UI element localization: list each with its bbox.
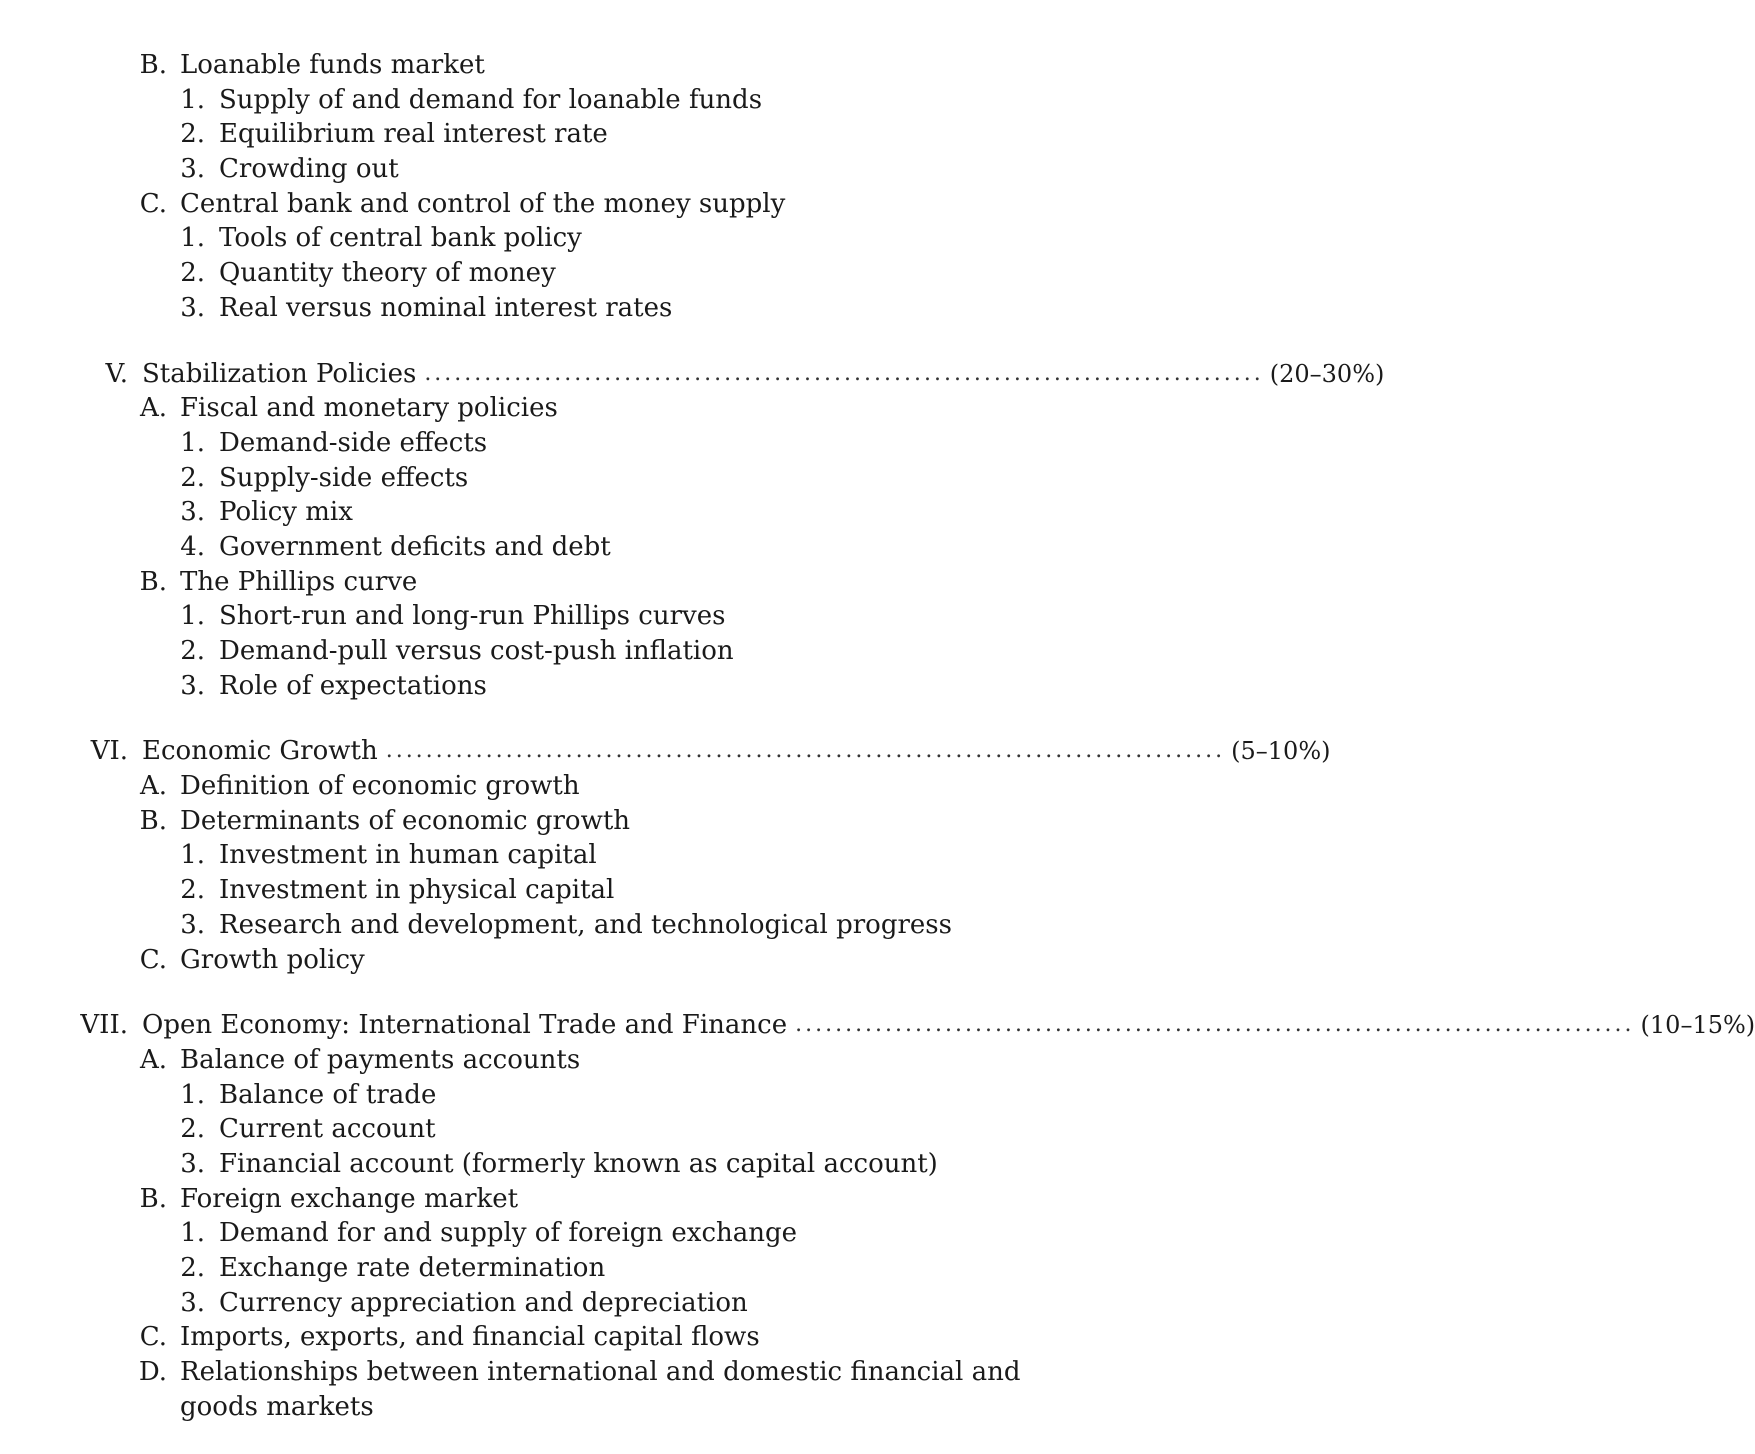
subsection-text: Loanable funds market bbox=[180, 50, 485, 80]
section-title: Stabilization Policies bbox=[142, 358, 417, 389]
item-label: 3. bbox=[180, 292, 205, 323]
section-heading bbox=[0, 734, 1331, 769]
item-row bbox=[0, 1112, 1176, 1147]
item-row bbox=[0, 1216, 1176, 1251]
outline-section-vii bbox=[0, 1008, 1755, 1424]
subsection-row bbox=[0, 1320, 1176, 1355]
subsection-continuation-row bbox=[0, 1390, 1176, 1425]
dot-leader: .................................................................................... bbox=[385, 738, 1226, 764]
section-title-line bbox=[142, 734, 1331, 769]
subsection-row bbox=[0, 1043, 1176, 1078]
section-title: Open Economy: International Trade and Finance bbox=[142, 1010, 788, 1041]
subsection-text: Growth policy bbox=[180, 944, 365, 975]
subsection-label: C. bbox=[139, 188, 167, 219]
item-row bbox=[0, 838, 1176, 873]
section-spacer bbox=[0, 977, 1176, 1008]
item-text: Demand-side effects bbox=[219, 427, 488, 458]
item-label: 1. bbox=[180, 840, 205, 871]
section-numeral: V. bbox=[105, 358, 128, 389]
section-title: Economic Growth bbox=[142, 736, 378, 767]
item-row bbox=[0, 426, 1176, 461]
item-row bbox=[0, 1286, 1176, 1321]
subsection-row bbox=[0, 1355, 1176, 1390]
subsection-text: Foreign exchange market bbox=[180, 1183, 519, 1214]
item-text: Investment in physical capital bbox=[219, 875, 615, 906]
subsection-label: A. bbox=[139, 1044, 167, 1075]
item-label: 2. bbox=[180, 258, 205, 289]
section-title-line bbox=[142, 1008, 1755, 1043]
subsection-text: Imports, exports, and financial capital flows bbox=[180, 1322, 760, 1353]
subsection-label: C. bbox=[139, 944, 167, 975]
course-outline bbox=[0, 48, 1755, 1424]
section-heading bbox=[0, 1008, 1755, 1043]
item-label: 3. bbox=[180, 497, 205, 528]
item-row bbox=[0, 634, 1176, 669]
subsection-label: B. bbox=[139, 566, 167, 597]
item-row bbox=[0, 530, 1176, 565]
item-label: 2. bbox=[180, 119, 205, 150]
item-label: 1. bbox=[180, 601, 205, 632]
subsection-row bbox=[0, 769, 1176, 804]
item-row bbox=[0, 117, 1176, 152]
subsection-row bbox=[0, 48, 1176, 83]
item-row bbox=[0, 83, 1176, 118]
item-label: 1. bbox=[180, 1218, 205, 1249]
subsection-label: D. bbox=[138, 1357, 167, 1388]
section-weight: (10–15%) bbox=[1640, 1011, 1755, 1040]
item-text: Balance of trade bbox=[219, 1079, 437, 1110]
item-label: 2. bbox=[180, 1114, 205, 1145]
item-text: Current account bbox=[219, 1114, 436, 1145]
subsection-row bbox=[0, 943, 1176, 978]
item-row bbox=[0, 152, 1176, 187]
section-spacer bbox=[0, 703, 1176, 734]
item-label: 3. bbox=[180, 1287, 205, 1318]
item-label: 3. bbox=[180, 670, 205, 701]
subsection-row bbox=[0, 1182, 1176, 1217]
outline-section-v bbox=[0, 357, 1385, 704]
item-label: 3. bbox=[180, 154, 205, 185]
section-weight: (5–10%) bbox=[1231, 737, 1331, 766]
item-text: Currency appreciation and depreciation bbox=[219, 1287, 748, 1318]
item-row bbox=[0, 291, 1176, 326]
item-text: Supply-side effects bbox=[219, 462, 469, 493]
item-label: 1. bbox=[180, 84, 205, 115]
item-row bbox=[0, 256, 1176, 291]
item-text: Government deficits and debt bbox=[219, 531, 611, 562]
subsection-text: Fiscal and monetary policies bbox=[180, 393, 558, 424]
subsection-text: Balance of payments accounts bbox=[180, 1044, 581, 1075]
item-text: Short-run and long-run Phillips curves bbox=[219, 601, 726, 632]
item-text: Policy mix bbox=[219, 497, 353, 528]
subsection-row bbox=[0, 187, 1176, 222]
item-label: 3. bbox=[180, 909, 205, 940]
subsection-continuation-text: goods markets bbox=[180, 1391, 374, 1422]
item-label: 1. bbox=[180, 223, 205, 254]
item-label: 2. bbox=[180, 875, 205, 906]
item-text: Role of expectations bbox=[219, 670, 487, 701]
subsection-text: The Phillips curve bbox=[180, 566, 418, 597]
item-label: 1. bbox=[180, 1079, 205, 1110]
outline-section-continued bbox=[0, 48, 1176, 326]
item-text: Quantity theory of money bbox=[219, 258, 556, 289]
subsection-text: Determinants of economic growth bbox=[180, 805, 631, 836]
subsection-row bbox=[0, 804, 1176, 839]
section-numeral: VII. bbox=[80, 1010, 128, 1041]
outline-section-vi bbox=[0, 734, 1331, 977]
item-label: 3. bbox=[180, 1148, 205, 1179]
item-text: Investment in human capital bbox=[219, 840, 597, 871]
item-text: Demand-pull versus cost-push inflation bbox=[219, 636, 734, 666]
item-row bbox=[0, 599, 1176, 634]
subsection-text: Relationships between international and domestic financial and bbox=[180, 1357, 1021, 1388]
item-row bbox=[0, 221, 1176, 256]
item-text: Supply of and demand for loanable funds bbox=[219, 84, 763, 115]
item-label: 4. bbox=[180, 531, 205, 562]
item-text: Demand for and supply of foreign exchange bbox=[219, 1218, 798, 1249]
subsection-label: A. bbox=[139, 771, 167, 802]
subsection-label: A. bbox=[139, 393, 167, 424]
section-spacer bbox=[0, 326, 1176, 357]
section-weight: (20–30%) bbox=[1269, 359, 1385, 388]
item-text: Crowding out bbox=[219, 154, 399, 185]
item-row bbox=[0, 461, 1176, 496]
item-text: Tools of central bank policy bbox=[219, 223, 582, 254]
item-label: 2. bbox=[180, 462, 205, 493]
item-text: Real versus nominal interest rates bbox=[219, 292, 673, 323]
subsection-label: C. bbox=[139, 1322, 167, 1353]
subsection-label: B. bbox=[139, 805, 167, 836]
item-row bbox=[0, 1078, 1176, 1113]
subsection-text: Central bank and control of the money supply bbox=[180, 188, 786, 219]
item-row bbox=[0, 1251, 1176, 1286]
section-title-line bbox=[142, 357, 1385, 392]
dot-leader: .................................................................................... bbox=[795, 1012, 1635, 1038]
subsection-row bbox=[0, 565, 1176, 600]
dot-leader: .................................................................................... bbox=[424, 360, 1264, 386]
item-text: Exchange rate determination bbox=[219, 1253, 606, 1283]
subsection-label: B. bbox=[139, 1183, 167, 1214]
item-row bbox=[0, 669, 1176, 704]
item-row bbox=[0, 873, 1176, 908]
subsection-row bbox=[0, 391, 1176, 426]
item-text: Equilibrium real interest rate bbox=[219, 119, 608, 150]
item-label: 2. bbox=[180, 1253, 205, 1283]
item-row bbox=[0, 1147, 1176, 1182]
section-heading bbox=[0, 357, 1385, 392]
item-row bbox=[0, 908, 1176, 943]
item-text: Financial account (formerly known as capital account) bbox=[219, 1148, 938, 1179]
item-label: 1. bbox=[180, 427, 205, 458]
item-label: 2. bbox=[180, 636, 205, 666]
subsection-text: Definition of economic growth bbox=[180, 771, 580, 802]
item-text: Research and development, and technological progress bbox=[219, 909, 952, 940]
item-row bbox=[0, 495, 1176, 530]
subsection-label: B. bbox=[139, 50, 167, 80]
section-numeral: VI. bbox=[90, 736, 128, 767]
